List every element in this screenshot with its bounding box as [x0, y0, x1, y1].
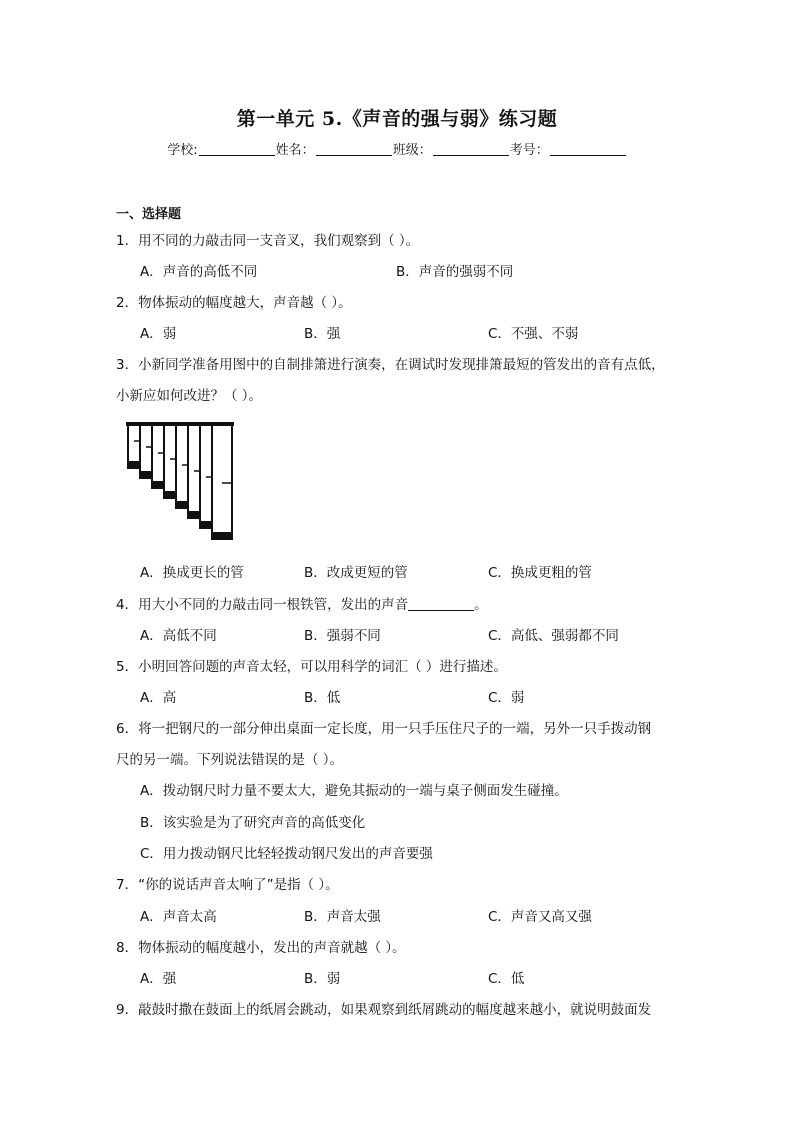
- class-label: 班级：: [392, 143, 432, 158]
- school-blank[interactable]: [199, 142, 275, 156]
- page-title: 第一单元 5.《声音的强与弱》练习题: [236, 108, 558, 130]
- question-5-option-a[interactable]: A．高: [140, 690, 177, 706]
- school-label: 学校:: [167, 143, 198, 158]
- name-label: 姓名：: [275, 143, 315, 158]
- name-blank[interactable]: [316, 142, 392, 156]
- question-3-option-c[interactable]: C．换成更粗的管: [488, 565, 592, 581]
- question-2-option-b[interactable]: B．强: [304, 326, 341, 342]
- question-3-line-1: 3．小新同学准备用图中的自制排箫进行演奏，在调试时发现排箫最短的管发出的音有点低，: [116, 357, 665, 373]
- question-4-tail: 。: [474, 597, 488, 613]
- question-7-stem: 7．“你的说话声音太响了”是指（ ）。: [116, 877, 339, 893]
- question-3-option-a[interactable]: A．换成更长的管: [140, 565, 244, 581]
- question-7-option-a[interactable]: A．声音太高: [140, 909, 217, 925]
- question-6-option-b[interactable]: B．该实验是为了研究声音的高低变化: [140, 815, 366, 831]
- question-8-option-a[interactable]: A．强: [140, 971, 177, 987]
- question-7-option-b[interactable]: B．声音太强: [304, 909, 381, 925]
- question-5-option-c[interactable]: C．弱: [488, 690, 525, 706]
- student-info-line: [0, 139, 794, 158]
- question-4-text: 4．用大小不同的力敲击同一根铁管，发出的声音: [116, 597, 409, 613]
- question-1-stem: 1．用不同的力敲击同一支音叉，我们观察到（ ）。: [116, 233, 420, 249]
- question-5-stem: 5．小明回答问题的声音太轻，可以用科学的词汇（ ）进行描述。: [116, 659, 507, 675]
- question-7-option-c[interactable]: C．声音又高又强: [488, 909, 592, 925]
- pan-flute-illustration: [126, 421, 236, 543]
- section-heading: 一、选择题: [116, 207, 182, 222]
- question-4-option-a[interactable]: A．高低不同: [140, 628, 217, 644]
- question-4-option-c[interactable]: C．高低、强弱都不同: [488, 628, 619, 644]
- question-9-line-1: 9．敲鼓时撒在鼓面上的纸屑会跳动，如果观察到纸屑跳动的幅度越来越小，就说明鼓面发: [116, 1002, 652, 1018]
- question-1-option-a[interactable]: A．声音的高低不同: [140, 264, 258, 280]
- question-2-option-a[interactable]: A．弱: [140, 326, 177, 342]
- question-2-option-c[interactable]: C．不强、不弱: [488, 326, 579, 342]
- question-6-line-1: 6．将一把钢尺的一部分伸出桌面一定长度，用一只手压住尺子的一端，另外一只手拨动钢: [116, 721, 652, 737]
- question-4-option-b[interactable]: B．强弱不同: [304, 628, 381, 644]
- question-8-stem: 8．物体振动的幅度越小，发出的声音就越（ ）。: [116, 940, 406, 956]
- question-6-option-a[interactable]: A．拨动钢尺时力量不要太大，避免其振动的一端与桌子侧面发生碰撞。: [140, 783, 568, 799]
- question-5-option-b[interactable]: B．低: [304, 690, 341, 706]
- question-4-stem: [116, 593, 488, 613]
- question-1-option-b[interactable]: B．声音的强弱不同: [396, 264, 514, 280]
- question-3-option-b[interactable]: B．改成更短的管: [304, 565, 408, 581]
- question-3-line-2: 小新应如何改进？（ ）。: [116, 388, 263, 404]
- number-blank[interactable]: [550, 142, 626, 156]
- number-label: 考号：: [509, 143, 549, 158]
- question-2-stem: 2．物体振动的幅度越大，声音越（ ）。: [116, 295, 352, 311]
- question-6-option-c[interactable]: C．用力拨动钢尺比轻轻拨动钢尺发出的声音要强: [140, 846, 433, 862]
- question-8-option-c[interactable]: C．低: [488, 971, 525, 987]
- pan-flute-figure: [126, 421, 236, 547]
- question-6-line-2: 尺的另一端。下列说法错误的是（ ）。: [116, 752, 344, 768]
- question-8-option-b[interactable]: B．弱: [304, 971, 341, 987]
- class-blank[interactable]: [433, 142, 509, 156]
- answer-blank[interactable]: [408, 597, 474, 611]
